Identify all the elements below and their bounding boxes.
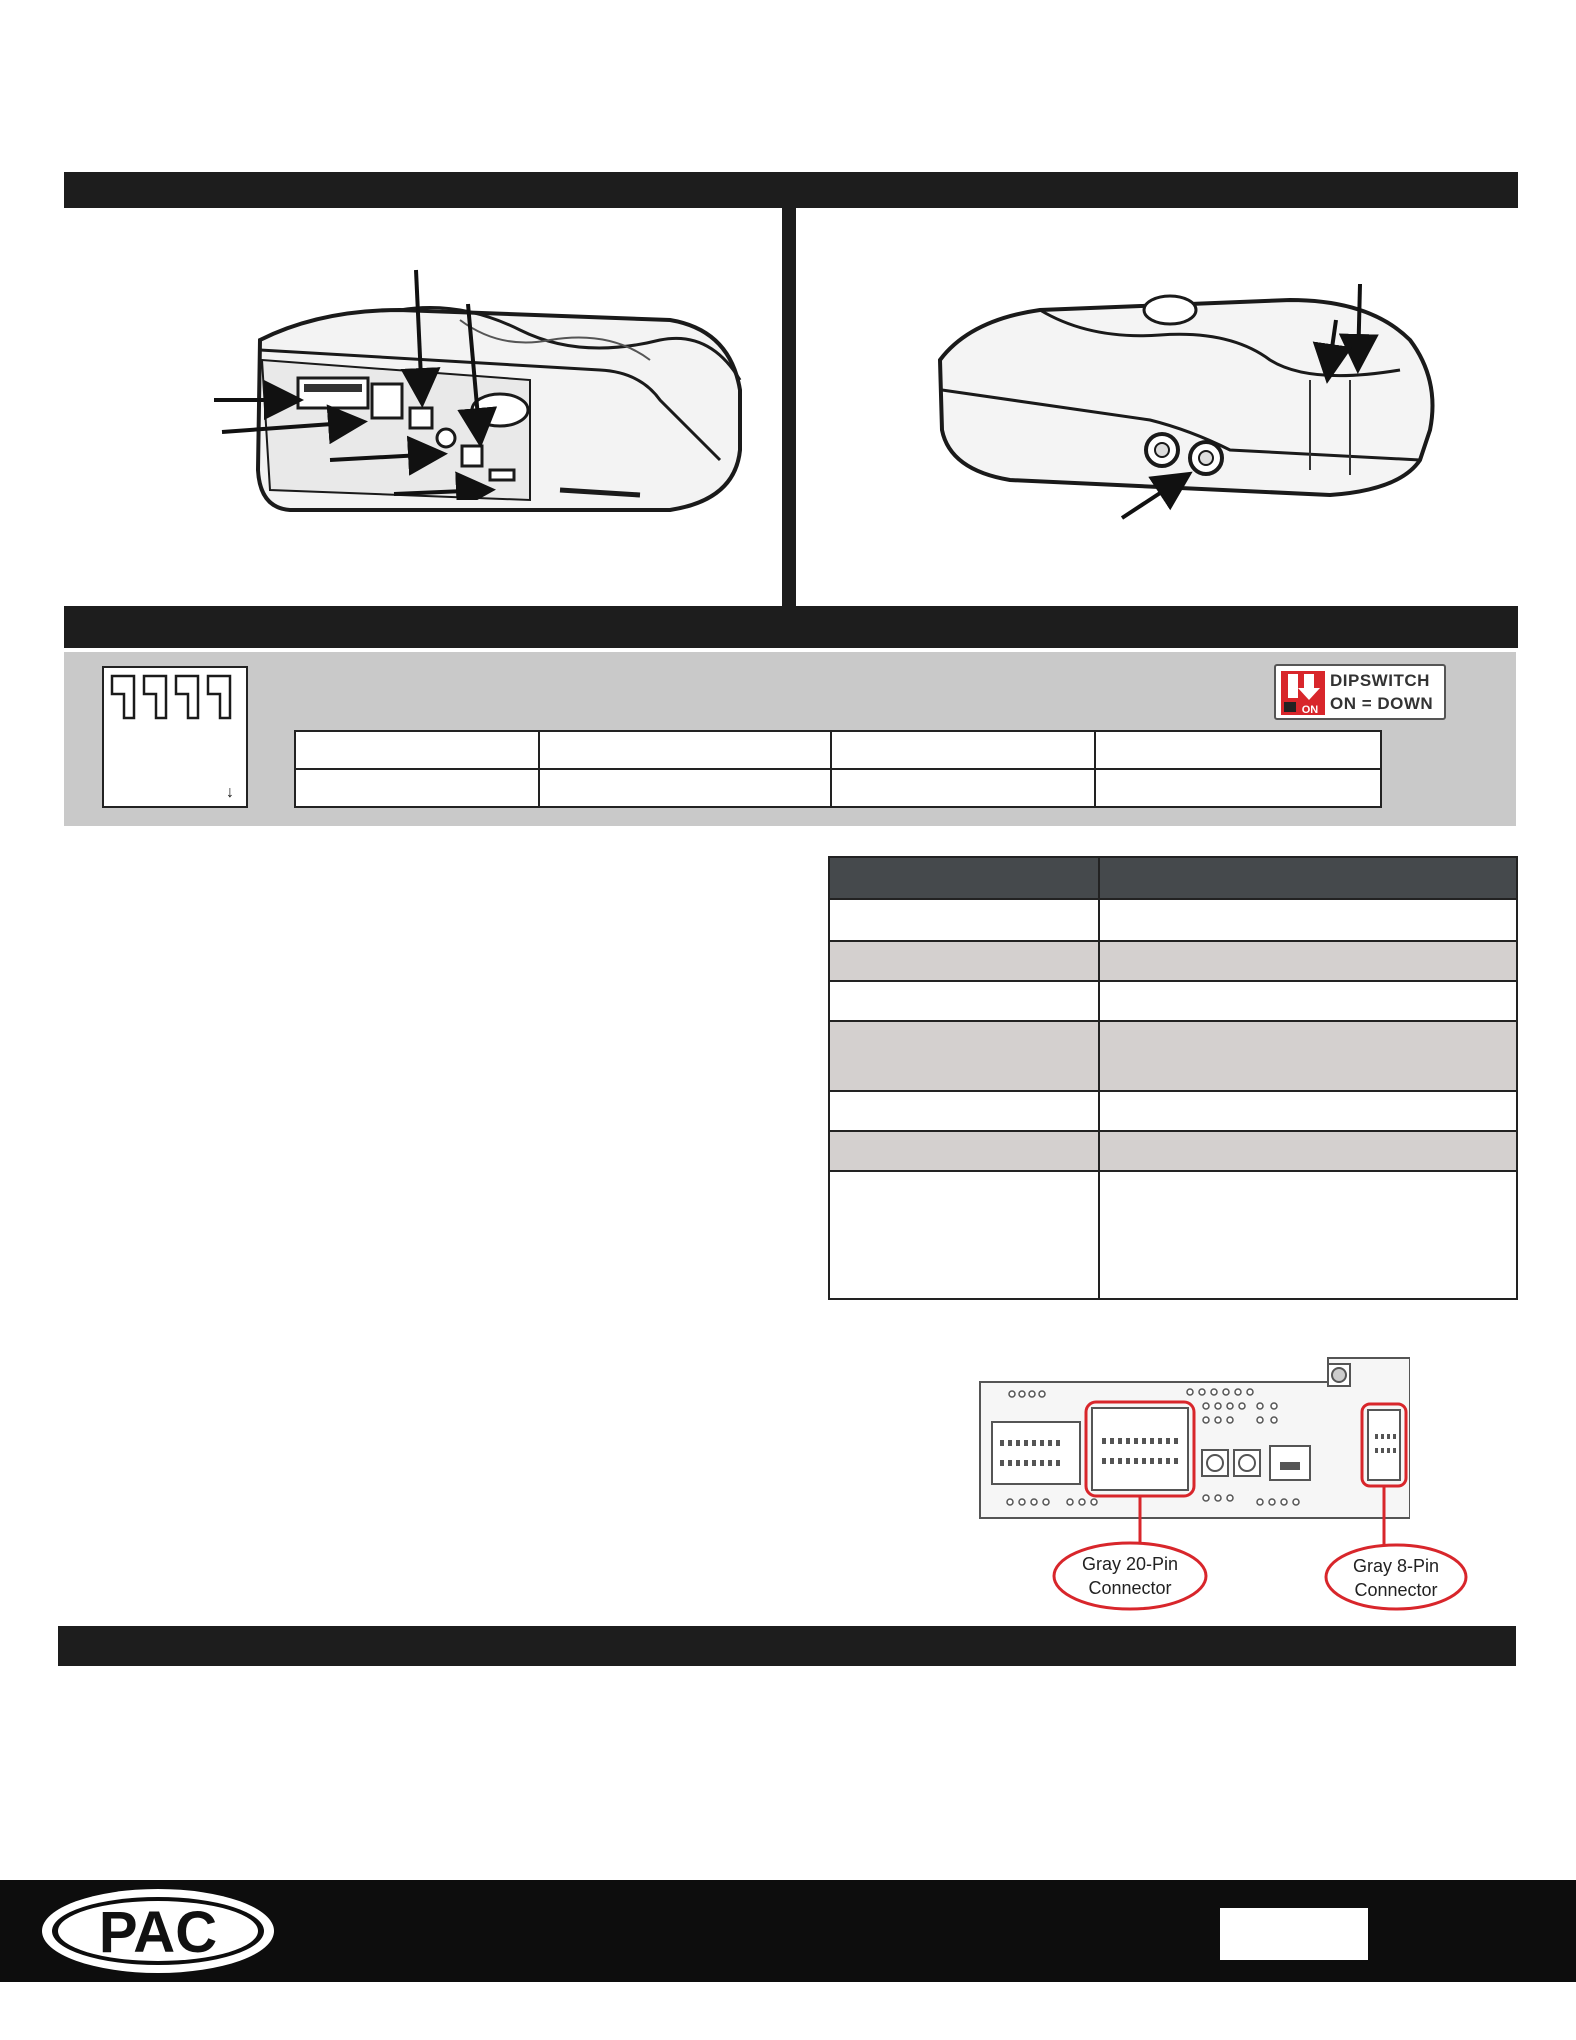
table-row	[295, 731, 1381, 769]
dipswitch-panel	[64, 652, 1516, 826]
table-row	[829, 941, 1517, 981]
pac-logo-text: PAC	[98, 1900, 218, 1965]
gray-20-pin-label: Gray 20-Pin Connector	[1081, 1554, 1179, 1598]
top-section-bar	[64, 172, 1518, 208]
dipswitch-settings-table	[294, 730, 1382, 808]
table-row	[829, 1131, 1517, 1171]
table-row	[829, 1021, 1517, 1091]
badge-title: DIPSWITCH	[1330, 671, 1430, 690]
image-divider	[782, 208, 796, 606]
dipswitch-levers	[104, 668, 246, 806]
table-row	[829, 899, 1517, 941]
info-table	[828, 856, 1518, 1300]
page-footer	[0, 1880, 1576, 1982]
table-row	[829, 1171, 1517, 1299]
badge-on-text: ON	[1301, 704, 1319, 716]
table-row	[295, 769, 1381, 807]
dipswitch-legend-badge	[1274, 664, 1446, 720]
radio-connector-diagram	[970, 1350, 1410, 1520]
gray-8-pin-label: Gray 8-Pin Connector	[1352, 1556, 1440, 1600]
table-row	[829, 981, 1517, 1021]
table-header-row	[829, 857, 1517, 899]
table-row	[829, 1091, 1517, 1131]
on-direction-arrow-icon: ↓	[226, 784, 234, 801]
dipswitch-section-bar	[64, 606, 1518, 648]
connector-arrows-left	[200, 260, 560, 500]
dipswitch-graphic	[102, 666, 248, 808]
connector-arrows-right	[1110, 280, 1410, 530]
page-number-box	[1220, 1908, 1368, 1960]
badge-subtitle: ON = DOWN	[1330, 694, 1434, 713]
pac-logo	[38, 1886, 278, 1976]
dipswitch-on-icon	[1280, 670, 1326, 716]
bottom-section-bar	[58, 1626, 1516, 1666]
